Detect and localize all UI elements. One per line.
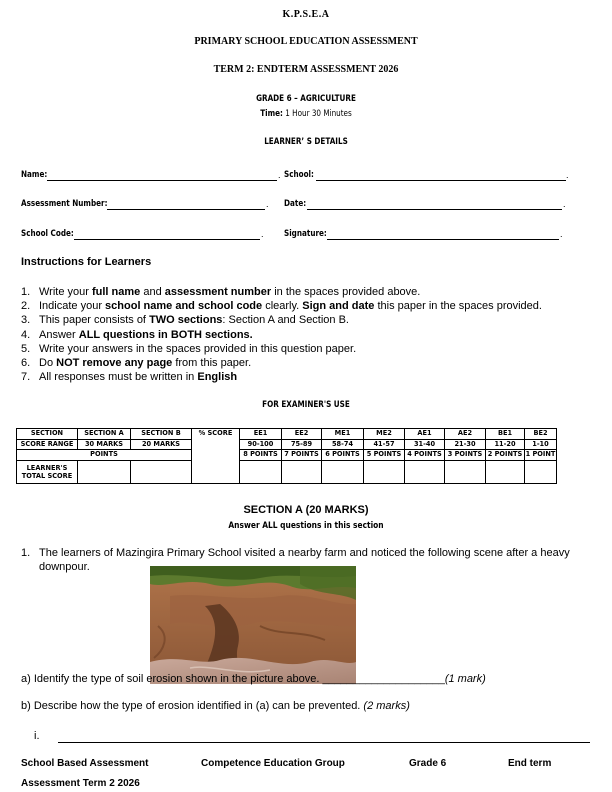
- date-field[interactable]: [307, 209, 562, 210]
- instructions-heading: Instructions for Learners: [21, 256, 152, 268]
- question-1b-marks: (2 marks): [363, 700, 410, 712]
- table-cell: 3 POINTS: [445, 450, 486, 461]
- question-1a-text: a) Identify the type of soil erosion shown in the picture above.: [21, 673, 323, 685]
- footer-center: Competence Education Group: [201, 758, 345, 769]
- table-cell: 6 POINTS: [322, 450, 364, 461]
- exam-title: PRIMARY SCHOOL EDUCATION ASSESSMENT: [194, 36, 418, 47]
- table-cell: 75-89: [282, 439, 322, 450]
- table-cell: 1-10: [525, 439, 557, 450]
- school-label: School:: [284, 170, 314, 180]
- question-1b: [21, 700, 410, 712]
- examiner-heading: FOR EXAMINER'S USE: [262, 400, 350, 410]
- table-cell: 58-74: [322, 439, 364, 450]
- ee1-score-cell[interactable]: [240, 460, 282, 483]
- table-row: [17, 450, 557, 461]
- list-item: 6. Do NOT remove any page from this paper.: [21, 357, 252, 370]
- footer-grade: Grade 6: [409, 758, 447, 769]
- term-heading: TERM 2: ENDTERM ASSESSMENT 2026: [213, 64, 399, 75]
- question-number: 1.: [21, 547, 31, 559]
- table-cell: 21-30: [445, 439, 486, 450]
- learner-total-label: LEARNER'S TOTAL SCORE: [17, 460, 78, 483]
- me1-score-cell[interactable]: [322, 460, 364, 483]
- question-1b-text: b) Describe how the type of erosion identified in (a) can be prevented.: [21, 700, 364, 712]
- table-cell: AE2: [445, 429, 486, 440]
- question-1a-answer-blank[interactable]: ____________________: [322, 673, 445, 685]
- table-cell: EE1: [240, 429, 282, 440]
- table-cell: 90-100: [240, 439, 282, 450]
- footer-right: End term: [508, 758, 552, 769]
- table-cell: 31-40: [405, 439, 445, 450]
- name-label: Name:: [21, 170, 48, 180]
- assessment-number-label: Assessment Number:: [21, 199, 108, 209]
- instructions-list: [21, 285, 542, 384]
- table-cell: 8 POINTS: [240, 450, 282, 461]
- answer-item-i-label: i.: [34, 730, 40, 742]
- grade-subject: GRADE 6 – AGRICULTURE: [256, 94, 356, 104]
- exam-page: K.P.S.E.A PRIMARY SCHOOL EDUCATION ASSESSMENT TERM 2: ENDTERM ASSESSMENT 2026 GRADE 6 – AGRICULTURE Time: 1 Hour 30 Minutes LEARNER’ S DETAILS Name: . School: . Assessment Number: . Date: . School Code: . Signature: . Instructions for Learners 1. Write your full name and assessment number in the spaces provided above. 2. Indicate your school name and school code clearly. Sign and date this paper in the spaces provided. 3. This paper consists of TWO sections: Section A and Section B. 4. Answer ALL questions in BOTH sections. 5. Write your answers in the spaces provided in this question paper. 6. Do NOT remove any page from this paper. 7. All responses must be written in English FOR EXAMINER'S USE SECTION SECTION A SECTION B % SCORE EE1 EE2 ME1 ME2 AE1 AE2 BE1 BE2 SCORE RANGE 30 MARKS 20 MARKS 90-100 75-89 58-74 41-57 31-40 21-30 11-20 1-10 POINTS 8 POINTS 7 POINTS 6 POINTS 5 POINTS 4 POINTS 3 POINTS 2 POINTS 1 POINT LEARNER'S TOTAL SCORE SECTION A (20 MARKS) Answer ALL questions in this section 1. The learners of Mazingira Primary School visited a nearby farm and noticed the following scene after a heavy downpour. a) Identify the type of soil erosion shown in the picture above. ____________________(1 mark) b) Describe how the type of erosion identified in (a) can be prevented. (2 marks) i. School Based Assessment Assessment Term 2 2026 Competence Education Group Grade 6 End term: [0, 0, 612, 792]
- question-1a: [21, 673, 486, 685]
- table-row: [17, 439, 557, 450]
- ae1-score-cell[interactable]: [405, 460, 445, 483]
- name-field[interactable]: [47, 180, 277, 181]
- be1-score-cell[interactable]: [486, 460, 525, 483]
- table-cell: SECTION: [17, 429, 78, 440]
- table-cell: 30 MARKS: [78, 439, 131, 450]
- section-b-score-cell[interactable]: [131, 460, 192, 483]
- points-label: POINTS: [17, 450, 192, 461]
- section-a-title: SECTION A (20 MARKS): [243, 504, 369, 516]
- table-cell: 7 POINTS: [282, 450, 322, 461]
- assessment-number-field[interactable]: [107, 209, 265, 210]
- table-cell: 1 POINT: [525, 450, 556, 458]
- date-label: Date:: [284, 199, 307, 209]
- school-code-field[interactable]: [74, 239, 260, 240]
- section-a-score-cell[interactable]: [78, 460, 131, 483]
- table-cell: 2 POINTS: [486, 450, 525, 461]
- school-field[interactable]: [316, 180, 566, 181]
- table-cell: SECTION B: [131, 429, 192, 440]
- table-cell: ME1: [322, 429, 364, 440]
- footer-left-1: School Based Assessment: [21, 758, 149, 769]
- table-cell: ME2: [364, 429, 405, 440]
- table-row: [17, 429, 557, 440]
- question-1a-marks: (1 mark): [444, 673, 486, 685]
- signature-field[interactable]: [327, 239, 559, 240]
- list-item: 3. This paper consists of TWO sections: Section A and Section B.: [21, 314, 349, 327]
- school-code-label: School Code:: [21, 229, 74, 239]
- table-row: [17, 460, 557, 483]
- me2-score-cell[interactable]: [364, 460, 405, 483]
- footer-left-2: Assessment Term 2 2026: [21, 778, 140, 789]
- answer-line-i[interactable]: [58, 742, 590, 743]
- section-a-subtitle: Answer ALL questions in this section: [228, 521, 384, 531]
- time-label: Time:: [260, 109, 283, 119]
- table-cell: 41-57: [364, 439, 405, 450]
- learner-details-heading: LEARNER’ S DETAILS: [264, 137, 348, 147]
- score-table: [16, 428, 557, 484]
- list-item: 5. Write your answers in the spaces provided in this question paper.: [21, 342, 357, 355]
- list-item: 1. Write your full name and assessment number in the spaces provided above.: [21, 286, 421, 298]
- ee2-score-cell[interactable]: [282, 460, 322, 483]
- table-cell: BE1: [486, 429, 525, 440]
- be2-score-cell[interactable]: [525, 460, 557, 483]
- ae2-score-cell[interactable]: [445, 460, 486, 483]
- table-cell: 5 POINTS: [364, 450, 405, 461]
- soil-erosion-photo: [150, 566, 356, 684]
- table-cell: 20 MARKS: [131, 439, 192, 450]
- time-allowed: [46, 109, 566, 119]
- table-cell: EE2: [282, 429, 322, 440]
- table-cell: SECTION A: [78, 429, 131, 440]
- table-cell: AE1: [405, 429, 445, 440]
- table-cell: BE2: [525, 429, 557, 440]
- question-text: The learners of Mazingira Primary School visited a nearby farm and noticed the following scene after a heavy downpour.: [39, 547, 570, 573]
- org-heading: K.P.S.E.A: [282, 9, 330, 20]
- list-item: 2. Indicate your school name and school code clearly. Sign and date this paper in the spaces provided.: [21, 300, 542, 313]
- table-cell: 11-20: [486, 439, 525, 450]
- signature-label: Signature:: [284, 229, 327, 239]
- table-cell: 4 POINTS: [405, 450, 445, 461]
- list-item: 7. All responses must be written in English: [21, 371, 238, 384]
- percent-score-header: % SCORE: [192, 429, 240, 484]
- list-item: 4. Answer ALL questions in BOTH sections.: [21, 328, 253, 341]
- time-value: 1 Hour 30 Minutes: [282, 109, 352, 119]
- table-cell: SCORE RANGE: [17, 439, 78, 450]
